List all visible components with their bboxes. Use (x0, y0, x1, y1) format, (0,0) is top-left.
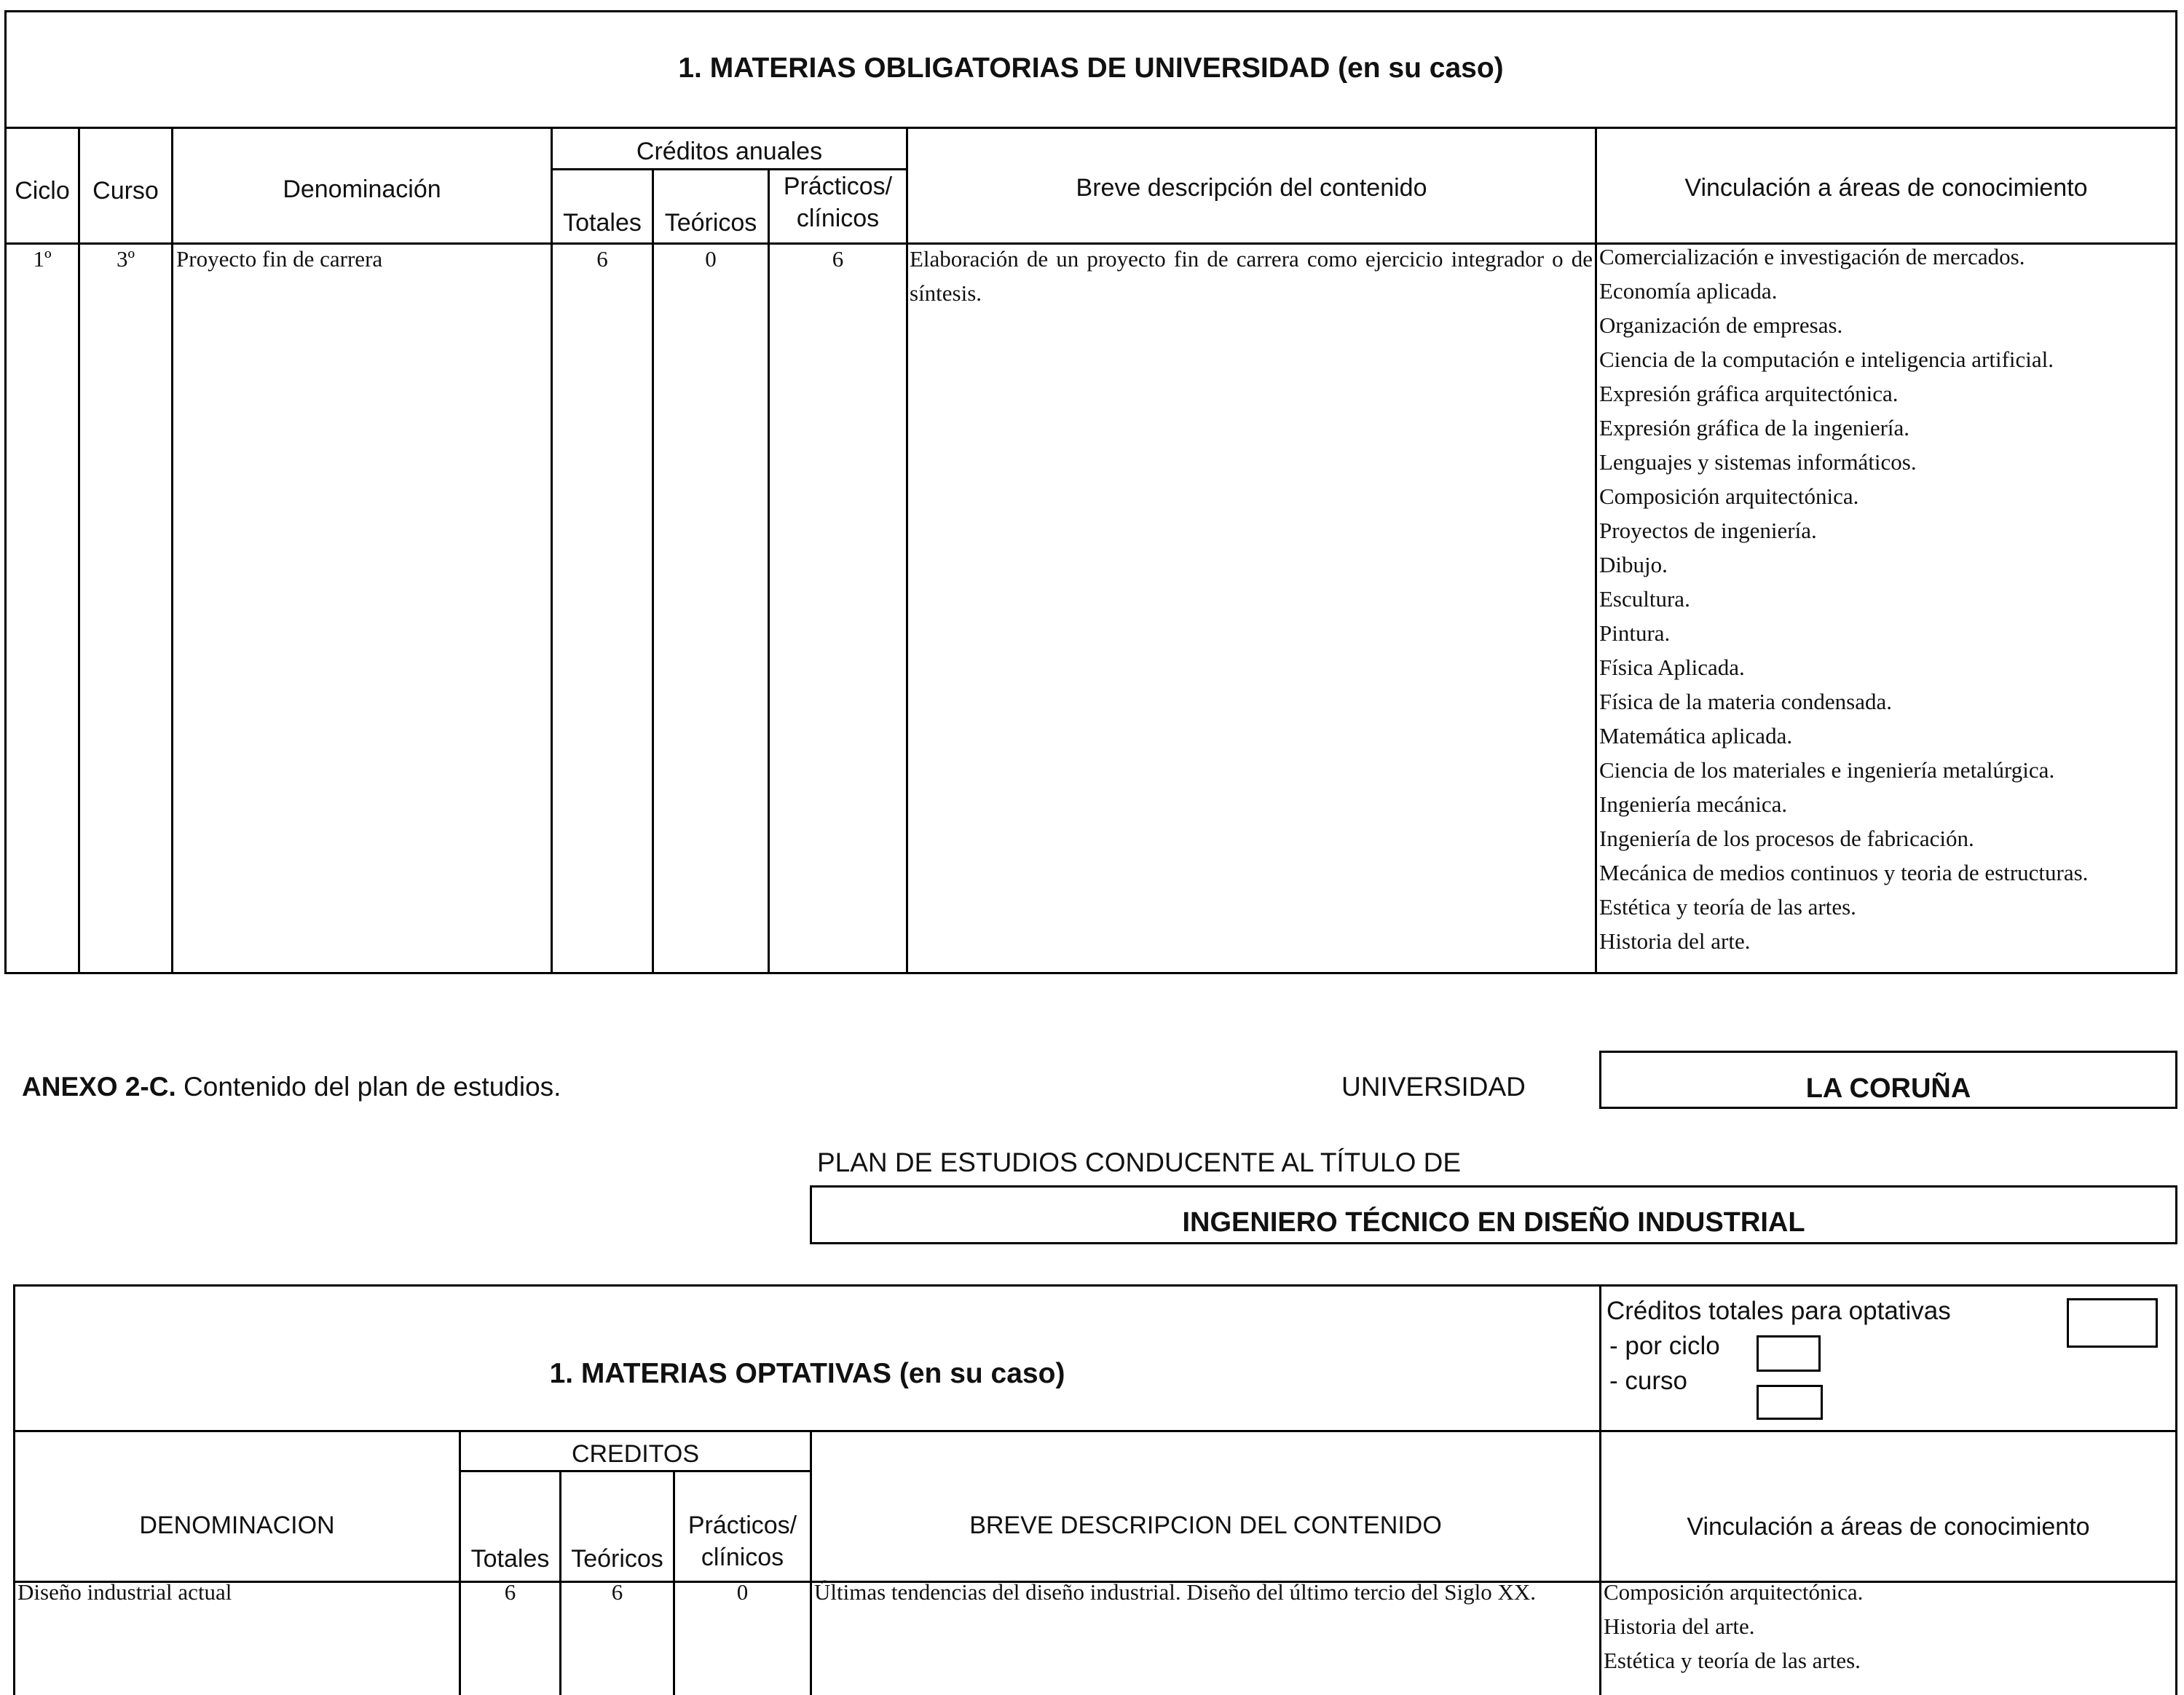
cell-teoricos: 6 (611, 1579, 623, 1605)
header-vinculacion: Vinculación a áreas de conocimiento (1684, 174, 2088, 202)
list-item: Expresión gráfica de la ingeniería. (1599, 415, 1910, 440)
cell-teoricos: 0 (705, 246, 717, 272)
list-item: Escultura. (1599, 586, 1690, 612)
cell-totales: 6 (504, 1579, 516, 1605)
cell-practicos: 6 (832, 246, 844, 272)
header-practicos-line2: clínicos (701, 1544, 784, 1571)
universidad-value: LA CORUÑA (1805, 1073, 1971, 1104)
por-ciclo-box[interactable] (1757, 1335, 1821, 1372)
table-title: 1. MATERIAS OPTATIVAS (en su caso) (549, 1358, 1065, 1389)
list-item: Dibujo. (1599, 552, 1668, 577)
cell-denominacion: Diseño industrial actual (17, 1579, 232, 1605)
header-practicos-line1: Prácticos/ (687, 1512, 797, 1539)
header-creditos-anuales: Créditos anuales (636, 138, 823, 165)
header-descripcion: BREVE DESCRIPCION DEL CONTENIDO (969, 1512, 1442, 1539)
list-item: Proyectos de ingeniería. (1599, 518, 1817, 543)
list-item: Economía aplicada. (1599, 278, 1778, 304)
header-totales: Totales (470, 1545, 550, 1573)
list-item: Física Aplicada. (1599, 655, 1745, 680)
header-practicos-line2: clínicos (796, 205, 880, 232)
cell-practicos: 0 (736, 1579, 749, 1605)
annex-label (22, 1072, 561, 1102)
list-item: Comercialización e investigación de mercados. (1599, 244, 2025, 269)
creditos-totales-box[interactable] (2067, 1298, 2158, 1348)
list-item: Ingeniería de los procesos de fabricación. (1599, 826, 1974, 851)
header-teoricos: Teóricos (571, 1545, 663, 1573)
universidad-label: UNIVERSIDAD (1341, 1072, 1526, 1102)
list-item: Expresión gráfica arquitectónica. (1599, 381, 1899, 406)
cell-denominacion: Proyecto fin de carrera (176, 246, 383, 272)
list-item: Lenguajes y sistemas informáticos. (1599, 449, 1917, 475)
annex-label-bold: ANEXO 2-C. (22, 1072, 176, 1102)
list-item: Composición arquitectónica. (1599, 483, 1859, 509)
cell-curso: 3º (116, 246, 135, 272)
annex-label-text: Contenido del plan de estudios. (184, 1072, 561, 1102)
header-denominacion: Denominación (283, 175, 441, 203)
creditos-totales-label: Créditos totales para optativas (1607, 1297, 1951, 1325)
titulo-value: INGENIERO TÉCNICO EN DISEÑO INDUSTRIAL (1182, 1207, 1805, 1238)
header-totales: Totales (563, 209, 642, 237)
areas-list (1604, 1575, 2172, 1678)
header-ciclo: Ciclo (15, 177, 70, 205)
list-item: Estética y teoría de las artes. (1604, 1648, 1861, 1673)
list-item: Historia del arte. (1599, 928, 1751, 954)
cell-descripcion: Últimas tendencias del diseño industrial. Diseño del último tercio del Siglo XX. (814, 1579, 1536, 1605)
list-item: Ingeniería mecánica. (1599, 791, 1788, 817)
header-practicos (770, 170, 906, 234)
list-item: Ciencia de la computación e inteligencia artificial. (1599, 347, 2054, 372)
areas-list (1599, 240, 2175, 958)
cell-descripcion: Elaboración de un proyecto fin de carrera como ejercicio integrador o de síntesis. (910, 246, 1593, 306)
curso-box[interactable] (1757, 1385, 1823, 1420)
table-title: 1. MATERIAS OBLIGATORIAS DE UNIVERSIDAD (en su caso) (678, 52, 1504, 84)
list-item: Historia del arte. (1604, 1613, 1755, 1639)
list-item: Matemática aplicada. (1599, 723, 1793, 748)
list-item: Física de la materia condensada. (1599, 689, 1892, 714)
header-teoricos: Teóricos (664, 209, 757, 237)
header-curso: Curso (92, 177, 159, 205)
por-ciclo-label: - por ciclo (1609, 1332, 1720, 1360)
curso-label: - curso (1609, 1367, 1687, 1395)
cell-ciclo: 1º (33, 246, 52, 272)
header-creditos: CREDITOS (571, 1440, 700, 1468)
list-item: Organización de empresas. (1599, 312, 1843, 338)
cell-totales: 6 (596, 246, 608, 272)
header-practicos-line1: Prácticos/ (783, 173, 893, 200)
header-denominacion: DENOMINACION (139, 1512, 335, 1539)
list-item: Ciencia de los materiales e ingeniería metalúrgica. (1599, 757, 2055, 783)
header-practicos (675, 1509, 810, 1573)
list-item: Composición arquitectónica. (1604, 1579, 1864, 1605)
list-item: Mecánica de medios continuos y teoria de estructuras. (1599, 860, 2089, 885)
list-item: Estética y teoría de las artes. (1599, 894, 1856, 920)
list-item: Pintura. (1599, 620, 1671, 646)
header-descripcion: Breve descripción del contenido (1076, 174, 1427, 202)
plan-label: PLAN DE ESTUDIOS CONDUCENTE AL TÍTULO DE (817, 1147, 1462, 1177)
header-vinculacion: Vinculación a áreas de conocimiento (1687, 1513, 2090, 1541)
